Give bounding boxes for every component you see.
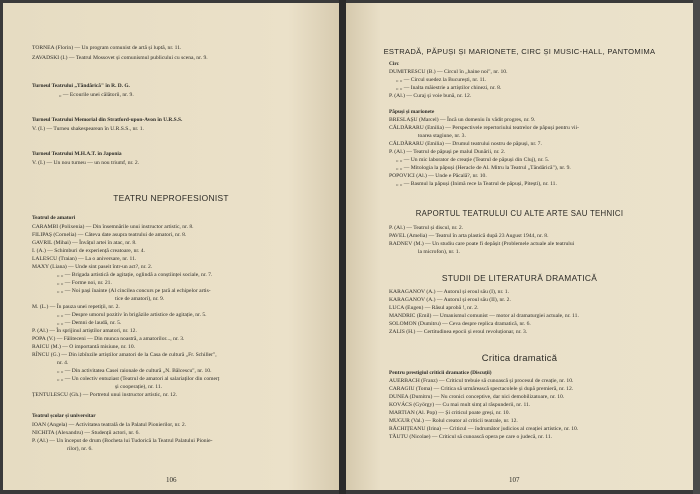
book-cover-edge (693, 0, 700, 494)
right-entry: MARTIAN (Al. Pop) — Și criticul poate greși, nr. 10. (389, 410, 511, 416)
left-entry: GAVRIL (Mihai) — Învățul artei în atac, nr. 8. (32, 240, 137, 246)
right-entry: „ „ — Mitologia la păpuși (Heracle de Al. Mitru la Teatrul „Tăndărică"), nr. 9. (396, 165, 571, 171)
right-entry: DUNEA (Dumitru) — Nu cronici conceptive, dar nici demobilizatoare, nr. 10. (389, 394, 565, 400)
right-entry: KOVÁCS (György) — Cu mai mult simț al răspunderii, nr. 11. (389, 402, 531, 408)
right-entry: toarea stagiune, nr. 3. (418, 133, 466, 139)
left-section-title-1: Turneul Teatrului „Tăndărică" în R. D. G. (32, 83, 130, 89)
right-entry: LUCA (Eugen) — Râsul aprobă !, nr. 2. (389, 305, 479, 311)
right-entry: „ „ — Circul suedez la București, nr. 11. (396, 77, 487, 83)
right-entry: BRESLAȘU (Marcel) — Încă un domeniu în vădit progres, nr. 9. (389, 117, 536, 123)
right-section-title-5: Pentru prestigiul criticii dramatice (Discuții) (389, 370, 492, 376)
right-entry: „ „ — Un mic laborator de creație (Teatrul de păpuși din Cluj), nr. 5. (396, 157, 550, 163)
right-entry: CĂLDĂRARU (Emilia) — Drumul teatrului nostru de păpuși, nr. 7. (389, 141, 542, 147)
left-top-entry-2: ZAVADSKI (I.) — Teatrul Mossovet și comunismul publicului cu scena, nr. 9. (32, 55, 208, 61)
right-heading-3: STUDII DE LITERATURĂ DRAMATICĂ (441, 273, 598, 283)
right-entry: TĂUTU (Nicolae) — Criticul să cunoască opera pe care o judecă, nr. 11. (389, 434, 553, 440)
left-entry: LALESCU (Traian) — La o aniversare, nr. 11. (32, 256, 137, 262)
right-entry: „ „ — Basmul la păpuși (Inimă rece la Teatrul de păpuși, Pitești), nr. 11. (396, 181, 557, 187)
right-section-title-1: Circ (389, 61, 400, 67)
right-entry: la microfon), nr. 1. (418, 249, 460, 255)
right-entry: SOLOMON (Dumitru) — Ceva despre replica dramatică, nr. 6. (389, 321, 531, 327)
right-heading-1: ESTRADĂ, PĂPUȘI ȘI MARIONETE, CIRC ȘI MUSIC-HALL, PANTOMIMA (383, 47, 656, 56)
right-entry: CĂLDĂRARU (Emilia) — Perspectivele repertoriului teatrelor de păpuși pentru vii- (389, 125, 579, 131)
left-entry: „ „ — Demni de laudă, nr. 5. (57, 320, 122, 326)
left-entry: FILIPAȘ (Cornelia) — Câteva date asupra teatrului de amatori, nr. 8. (32, 232, 187, 238)
right-entry: CARAGIU (Toma) — Critica să urmărească spectacolele și după premieră, nr. 12. (389, 386, 574, 392)
left-entry: „ — Ecourile unei călătorii, nr. 9. (59, 92, 134, 98)
right-section-title-2: Păpuși și marionete (389, 109, 435, 115)
page-number-right: 107 (509, 476, 520, 484)
right-heading-4: Critica dramatică (481, 352, 558, 363)
left-entry: M. (L.) — În pauza unei repetiții, nr. 2. (32, 304, 120, 310)
left-section-title-3: Turneul Teatrului M.H.A.T. în Japonia (32, 151, 122, 157)
right-entry: „ „ — Inalta măiestrie a artiștilor chinezi, nr. 8. (396, 85, 502, 91)
left-entry: IOAN (Angela) — Activitatea teatrală de la Palatul Pionierilor, nr. 2. (32, 422, 187, 428)
book-gutter (339, 0, 346, 494)
page-number-left: 106 (166, 476, 177, 484)
left-entry: MAXY (Liana) — Unde sint paseit într-un act?, nr. 2. (32, 264, 153, 270)
left-entry: ȚENTULESCU (Gh.) — Portretul unui instructor artistic, nr. 12. (32, 392, 178, 398)
right-entry: P. (Al.) — Curaj și voie bună, nr. 12. (389, 93, 472, 99)
left-entry: POPA (V.) — Făliteceni — Din munca noastră, a amatorilor..., nr. 3. (32, 336, 185, 342)
left-section-title-5: Teatrul școlar și universitar (32, 413, 96, 419)
left-entry: V. (I.) — Un nou turneu — un nou triumf, nr. 2. (32, 160, 140, 166)
left-entry: P. (Al.) — În sprijinul artiștilor amatori, nr. 12. (32, 328, 137, 334)
right-page (346, 3, 693, 490)
left-entry: P. (Al.) — Un început de drum (Bocheta lui Tudorică la Teatrul Palatului Pionie- (32, 438, 213, 444)
left-entry: NICHITA (Alexandru) — Studenții actori, nr. 6. (32, 430, 140, 436)
right-entry: POPOVICI (Al.) — Unde e Păcală?, nr. 10. (389, 173, 487, 179)
left-entry: nr. 4. (57, 360, 69, 366)
left-entry: tice de amatori), nr. 9. (115, 296, 165, 302)
right-entry: AUERBACH (Franz) — Criticul trebuie să cunoască și procesul de creație, nr. 10. (389, 378, 574, 384)
left-entry: I. (A.) — Schimburi de experiență creatoare, nr. 4. (32, 248, 145, 254)
right-entry: P. (Al.) — Teatrul de păpuși pe malul Dunării, nr. 2. (389, 149, 506, 155)
right-entry: P. (Al.) — Teatrul și discul, nr. 2. (389, 225, 464, 231)
right-heading-2: RAPORTUL TEATRULUI CU ALTE ARTE SAU TEHNICI (415, 209, 624, 218)
left-entry: V. (I.) — Turneu shakespearean în U.R.S.S., nr. 1. (32, 126, 144, 132)
left-page (3, 3, 339, 490)
left-entry: „ „ — Brigada artistică de agitație, oglindă a conștiinței sociale, nr. 7. (57, 272, 213, 278)
left-entry: „ „ — Un colectiv entuziast (Teatrul de amatori al salariaților din comerț (57, 376, 220, 382)
right-entry: RADNEV (M.) — Un studiu care poate fi depășit (Problemele actuale ale teatrului (389, 241, 575, 247)
left-section-title-2: Turneul Teatrului Memorial din Stratford-upon-Avon în U.R.S.S. (32, 117, 183, 123)
left-entry: „ „ — Din activitatea Casei raionale de cultură „N. Bălcescu", nr. 10. (57, 368, 212, 374)
left-entry: rilor), nr. 6. (67, 446, 93, 452)
right-entry: DUMITRESCU (B.) — Circul în „haine noi", nr. 10. (389, 69, 508, 75)
left-top-entry-1: TORNEA (Florin) — Un program comunist de artă și luptă, nr. 11. (32, 45, 182, 51)
right-entry: ZALIS (H.) — Certitudinea epocii și eroul revoluționar, nr. 3. (389, 329, 528, 335)
left-entry: RÎNCU (G.) — Din izbînzile artiștilor amatori de la Casa de cultură „Fr. Schiller", (32, 352, 217, 358)
left-entry: CARAMBI (Polixenia) — Din însemnările unui instructor artistic, nr. 8. (32, 224, 194, 230)
right-entry: RĂCHIȚEANU (Irina) — Criticul — îndrumător judicios al creației artistice, nr. 10. (389, 426, 579, 432)
left-entry: RAICU (M.) — O importantă misiune, nr. 10. (32, 344, 136, 350)
right-entry: KARAGANOV (A.) — Autorul și eroul său (II), nr. 2. (389, 297, 511, 303)
right-entry: MANDRIC (Emil) — Umanismul comunist — motor al dramaturgiei actuale, nr. 11. (389, 313, 579, 319)
right-entry: MUGUR (Val.) — Rolul creator al criticii teatrale, nr. 12. (389, 418, 518, 424)
left-entry: „ „ — Despre umorul pozitiv în brigăzile artistice de agitație, nr. 5. (57, 312, 207, 318)
left-entry: „ „ — Noi pași înainte (Al cincilea concurs pe țară al echipelor artis- (57, 288, 211, 294)
left-section-title-4: Teatrul de amatori (32, 215, 76, 221)
left-entry: „ „ — Forme noi, nr. 21. (57, 280, 112, 286)
left-heading: TEATRU NEPROFESIONIST (113, 193, 229, 203)
right-entry: PAVEL (Amelia) — Teatrul în arta plastică după 23 August 1944, nr. 8. (389, 233, 549, 239)
right-entry: KARAGANOV (A.) — Autorul și eroul său (I), nr. 1. (389, 289, 509, 295)
left-entry: și cooperație), nr. 11. (115, 384, 163, 390)
